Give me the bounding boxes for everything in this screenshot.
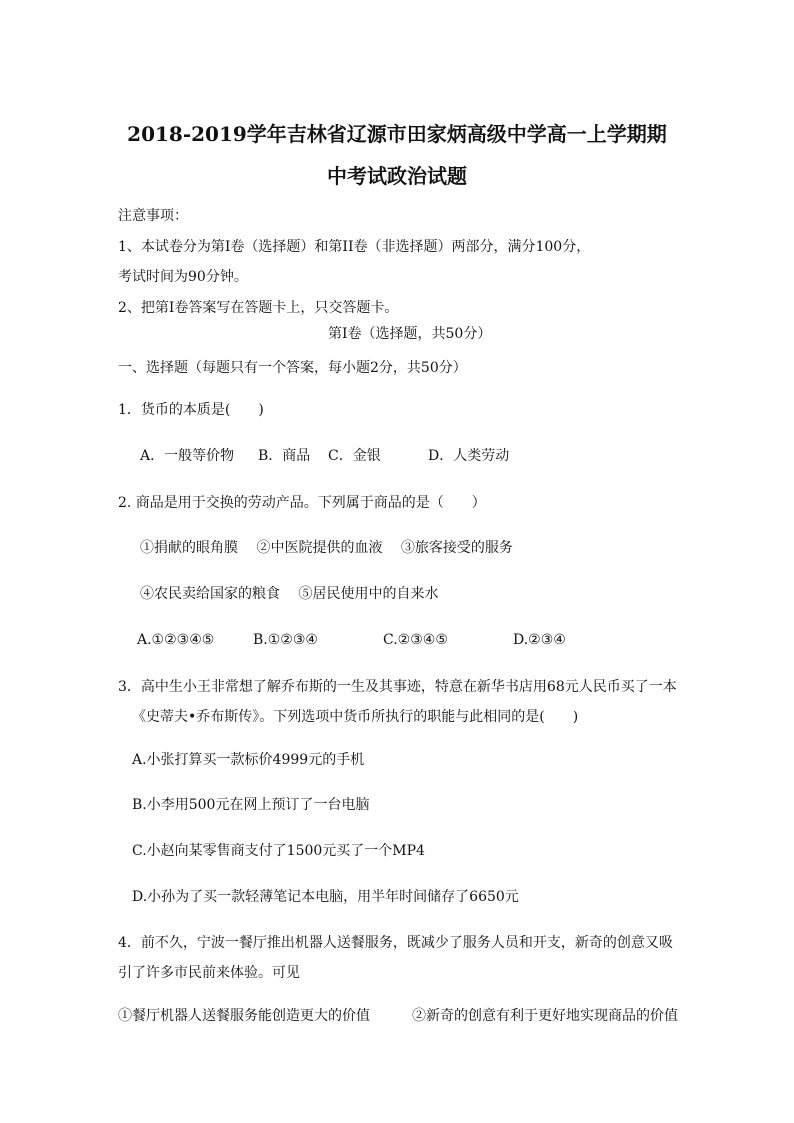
q1-option-b: B．商品 (258, 448, 311, 464)
exam-title-line2: 中考试政治试题 (327, 164, 467, 188)
q3-option-b: B.小李用500元在网上预订了一台电脑 (132, 797, 370, 813)
q2-options (137, 631, 566, 649)
q2-items-line2: ④农民卖给国家的粮食 ⑤居民使用中的自来水 (140, 586, 439, 602)
q3-option-a: A.小张打算买一款标价4999元的手机 (132, 752, 365, 768)
part-heading: 一、选择题（每题只有一个答案，每小题2分，共50分） (118, 360, 467, 376)
note-2: 2、把第Ⅰ卷答案写在答题卡上，只交答题卡。 (118, 300, 399, 316)
section-heading: 第Ⅰ卷（选择题，共50分） (328, 326, 492, 342)
q2-stem: 2. 商品是用于交换的劳动产品。下列属于商品的是（ ） (118, 495, 486, 511)
q2-option-c: C.②③④⑤ (383, 632, 448, 648)
q4-stem-line2: 引了许多市民前来体验。可见 (118, 965, 300, 981)
q1-options (140, 447, 509, 465)
q2-items-line1: ①捐献的眼角膜 ②中医院提供的血液 ③旅客接受的服务 (140, 540, 513, 556)
exam-title-line1: 2018-2019学年吉林省辽源市田家炳高级中学高一上学期期 (127, 122, 667, 146)
q1-option-c: C．金银 (328, 448, 381, 464)
q4-items-line1: ①餐厅机器人送餐服务能创造更大的价值 ②新奇的创意有利于更好地实现商品的价值 (118, 1008, 678, 1024)
q2-option-d: D.②③④ (513, 632, 566, 648)
q3-option-c: C.小赵向某零售商支付了1500元买了一个MP4 (132, 843, 425, 859)
q3-option-d: D.小孙为了买一款轻薄笔记本电脑，用半年时间储存了6650元 (132, 889, 519, 905)
q1-option-a: A．一般等价物 (140, 448, 235, 464)
q1-stem: 1．货币的本质是( ) (118, 402, 264, 418)
note-1-line2: 考试时间为90分钟。 (118, 269, 248, 285)
q2-option-a: A.①②③④⑤ (137, 632, 215, 648)
note-1-line1: 1、本试卷分为第Ⅰ卷（选择题）和第II卷（非选择题）两部分，满分100分， (118, 239, 591, 255)
q3-stem-line2: 《史蒂夫•乔布斯传》。下列选项中货币所执行的职能与此相同的是( ) (132, 709, 579, 725)
q4-stem-line1: 4．前不久，宁波一餐厅推出机器人送餐服务，既减少了服务人员和开支，新奇的创意又吸 (118, 935, 673, 951)
notes-heading: 注意事项： (118, 208, 188, 224)
q2-option-b: B.①②③④ (253, 632, 318, 648)
q3-stem-line1: 3．高中生小王非常想了解乔布斯的一生及其事迹，特意在新华书店用68元人民币买了一本 (118, 679, 677, 695)
q1-option-d: D．人类劳动 (428, 448, 510, 464)
